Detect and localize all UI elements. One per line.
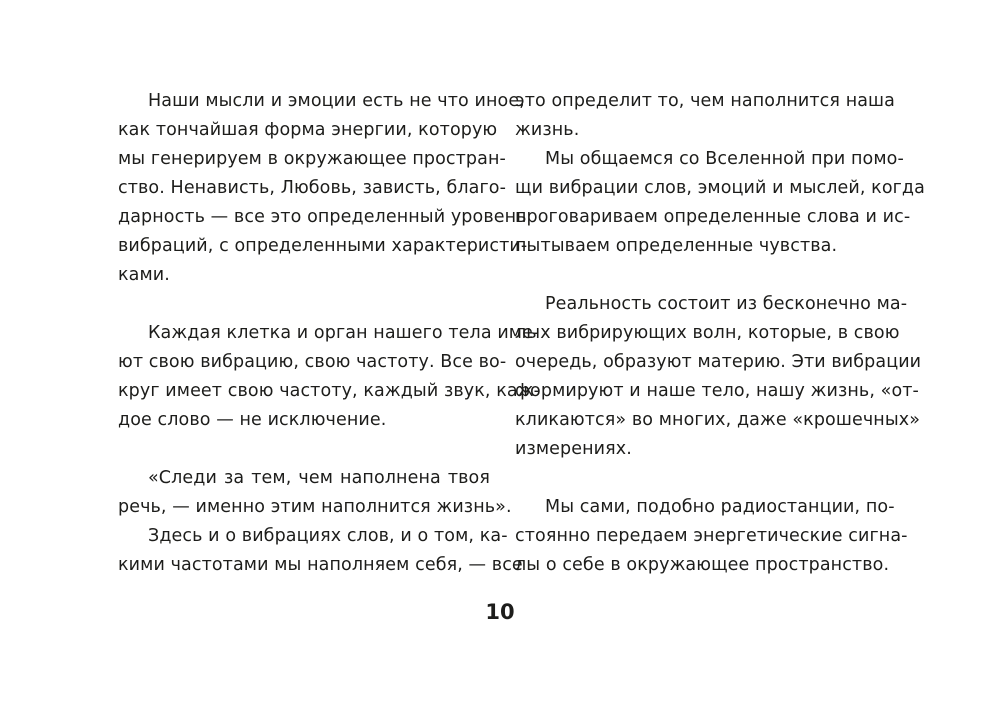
text-line: лых вибрирующих волн, которые, в свою <box>515 323 900 343</box>
paragraph <box>118 87 528 290</box>
text-line: Реальность состоит из бесконечно ма- <box>545 294 908 314</box>
text-line: мы генерируем в окружающее простран- <box>118 149 506 169</box>
text-line: лы о себе в окружающее пространство. <box>515 555 890 575</box>
paragraph-gap <box>515 464 887 493</box>
text-line: ками. <box>118 265 170 285</box>
paragraph-gap <box>515 261 887 290</box>
paragraph-gap <box>118 290 490 319</box>
paragraph <box>515 145 925 261</box>
text-line: Здесь и о вибрациях слов, и о том, ка- <box>148 526 508 546</box>
paragraph <box>515 290 922 464</box>
text-line: вибраций, с определенными характеристи- <box>118 236 528 256</box>
text-line: формируют и наше тело, нашу жизнь, «от- <box>515 381 919 401</box>
paragraph-gap <box>118 435 490 464</box>
text-line: Наши мысли и эмоции есть не что иное, <box>148 91 525 111</box>
right-column <box>515 87 925 580</box>
text-line: речь, — именно этим наполнится жизнь». <box>118 497 512 517</box>
text-line: проговариваем определенные слова и ис- <box>515 207 911 227</box>
text-line: жизнь. <box>515 120 580 140</box>
text-line: измерениях. <box>515 439 632 459</box>
text-line: кими частотами мы наполняем себя, — все <box>118 555 523 575</box>
page-number: 10 <box>485 600 515 624</box>
text-line: очередь, образуют материю. Эти вибрации <box>515 352 922 372</box>
left-column <box>118 87 541 580</box>
text-line: Мы сами, подобно радиостанции, по- <box>545 497 895 517</box>
paragraph <box>118 522 523 580</box>
paragraph <box>118 319 541 435</box>
paragraph <box>515 493 908 580</box>
text-line: щи вибрации слов, эмоций и мыслей, когда <box>515 178 925 198</box>
text-line: «Следи за тем, чем наполнена твоя <box>148 468 490 488</box>
text-line: как тончайшая форма энергии, которую <box>118 120 498 140</box>
text-line: пытываем определенные чувства. <box>515 236 838 256</box>
text-line: Мы общаемся со Вселенной при помо- <box>545 149 904 169</box>
text-line: это определит то, чем наполнится наша <box>515 91 895 111</box>
text-line: Каждая клетка и орган нашего тела име- <box>148 323 540 343</box>
text-line: ют свою вибрацию, свою частоту. Все во- <box>118 352 507 372</box>
text-line: дарность — все это определенный уровень <box>118 207 527 227</box>
text-line: ство. Ненависть, Любовь, зависть, благо- <box>118 178 507 198</box>
quote-paragraph <box>118 464 512 522</box>
text-line: дое слово — не исключение. <box>118 410 387 430</box>
text-line: круг имеет свою частоту, каждый звук, каж- <box>118 381 541 401</box>
text-line: стоянно передаем энергетические сигна- <box>515 526 908 546</box>
text-line: кликаются» во многих, даже «крошечных» <box>515 410 921 430</box>
paragraph-continued <box>515 87 895 145</box>
